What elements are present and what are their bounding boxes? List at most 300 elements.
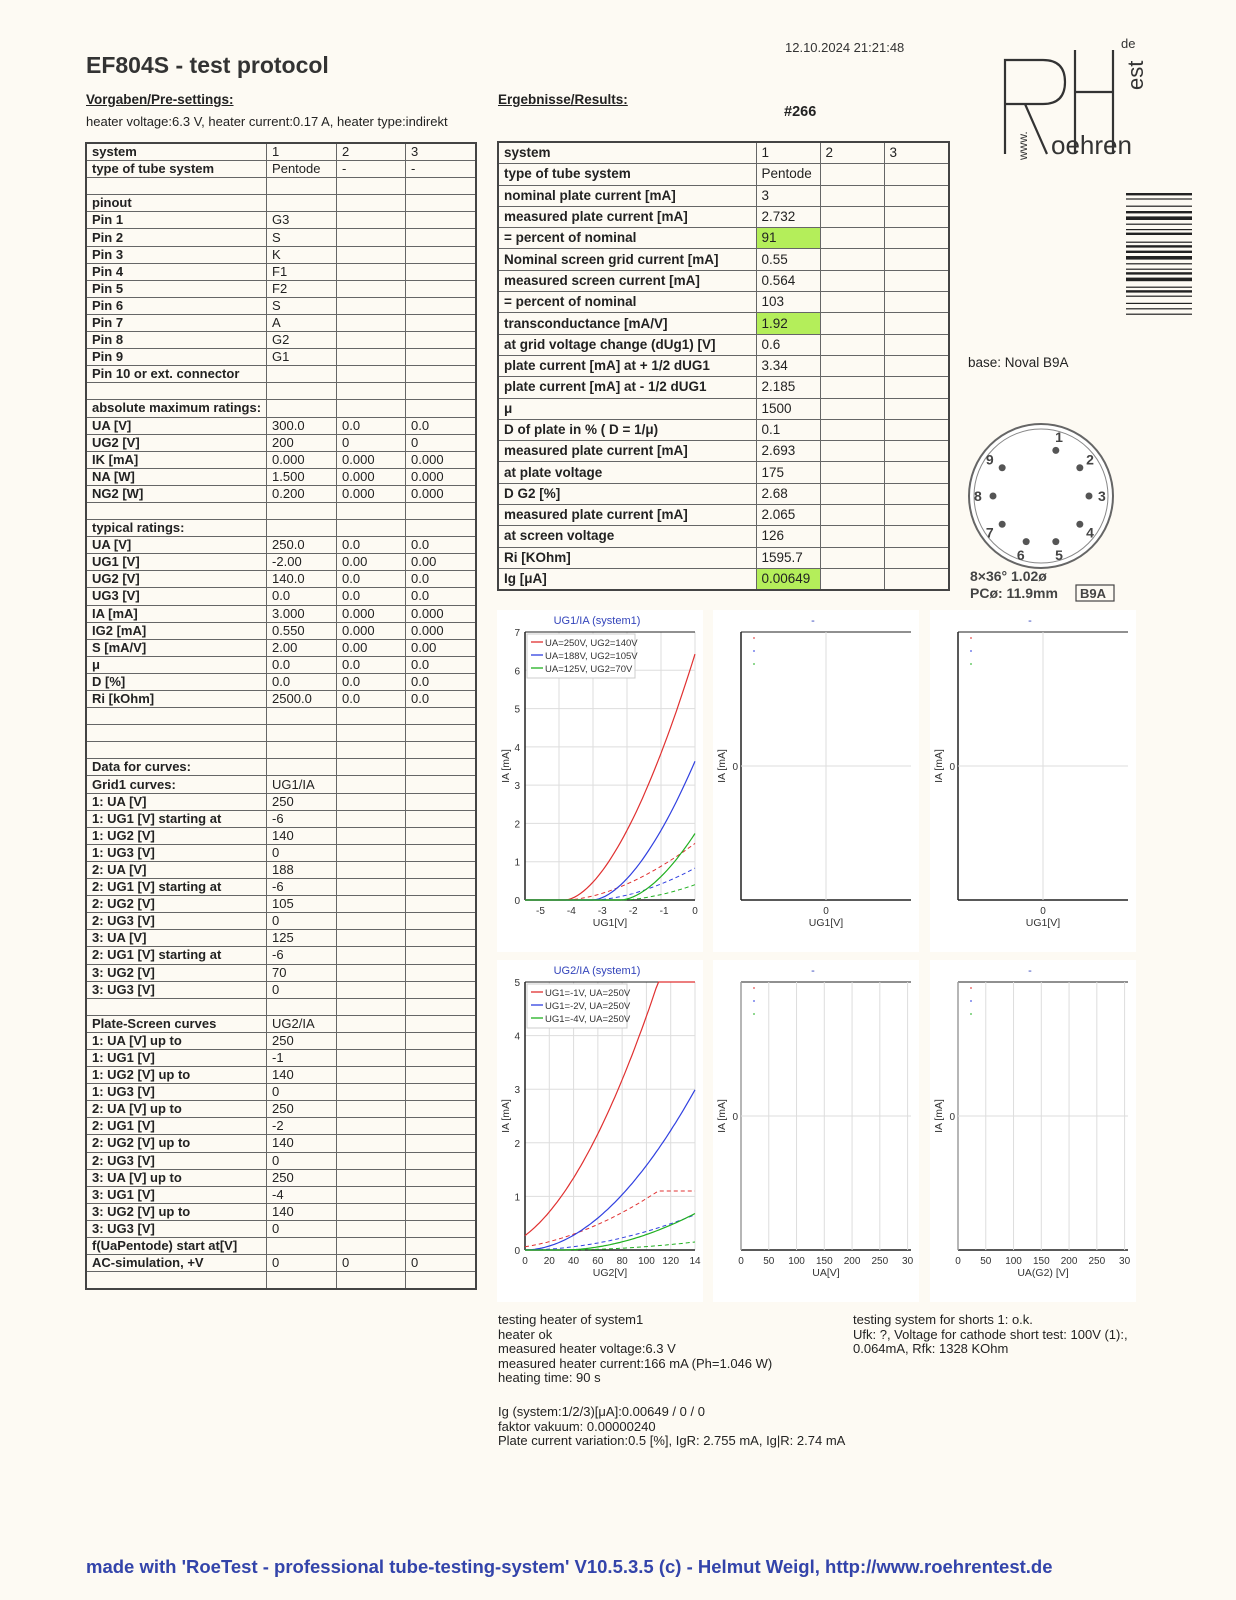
row-label [86,1272,267,1290]
cell-system-2 [337,1272,406,1290]
cell-system-1 [267,1238,337,1255]
row-label: Pin 1 [86,212,267,229]
table-row [86,383,476,400]
table-row [86,1118,476,1135]
cell-system-2 [820,398,884,419]
table-row [498,355,949,376]
cell-system-1: Pentode [267,161,337,178]
cell-system-2 [337,332,406,349]
cell-system-3 [406,930,476,947]
table-row [86,246,476,263]
row-label: 3: UG2 [V] [86,964,267,981]
row-label: AC-simulation, +V [86,1255,267,1272]
table-row [86,451,476,468]
y-axis-label: IA [mA] [716,1099,728,1133]
pre-settings-heading: Vorgaben/Pre-settings: [86,92,234,107]
cell-system-2 [337,263,406,280]
table-row [498,334,949,355]
table-row [86,314,476,331]
barcode-bar [1126,269,1192,270]
x-tick-label: 0 [738,1256,744,1267]
pin-number: 4 [1086,524,1094,541]
cell-system-2 [337,1015,406,1032]
table-row [86,485,476,502]
cell-system-2 [337,246,406,263]
x-tick-label: 0 [823,906,829,917]
barcode-bar [1126,216,1192,220]
roehrentest-logo [1003,30,1153,165]
cell-system-2: 0.00 [337,639,406,656]
table-row [86,554,476,571]
cell-system-1: 0.0 [267,588,337,605]
cell-system-2 [820,185,884,206]
cell-system-2: 0.00 [337,554,406,571]
cell-system-3 [406,178,476,195]
table-row [86,537,476,554]
cell-system-2 [337,178,406,195]
row-label: UA [V] [86,417,267,434]
cell-system-2 [337,879,406,896]
table-row [86,605,476,622]
y-axis-label: IA [mA] [500,1099,512,1133]
note-line: Ufk: ?, Voltage for cathode short test: 100V (1):, [853,1326,1128,1342]
cell-system-1: -2 [267,1118,337,1135]
x-tick-label: 30 [902,1256,914,1267]
x-tick-label: 0 [955,1256,961,1267]
cell-system-2 [337,212,406,229]
cell-system-3 [884,398,949,419]
cell-system-1: 105 [267,896,337,913]
note-line: 0.064mA, Rfk: 1328 KOhm [853,1341,1009,1356]
table-row [86,913,476,930]
cell-system-1: S [267,297,337,314]
barcode-bar [1126,256,1192,260]
cell-system-1: 3 [756,185,820,206]
table-row [86,349,476,366]
y-tick-label: 7 [514,628,520,639]
x-tick-label: -2 [628,906,638,917]
legend-label: UA=250V, UG2=140V [545,638,638,649]
cell-system-1 [267,1272,337,1290]
cell-system-1: 250 [267,793,337,810]
cell-system-3: 0.000 [406,451,476,468]
row-label: = percent of nominal [498,292,756,313]
cell-system-3 [406,998,476,1015]
cell-system-3 [884,505,949,526]
cell-system-2 [337,964,406,981]
cell-system-2 [337,947,406,964]
cell-system-3: 0.000 [406,622,476,639]
table-row [86,793,476,810]
barcode-bar [1126,263,1192,264]
row-label: 1: UA [V] [86,793,267,810]
cell-system-3 [406,1135,476,1152]
cell-system-2 [337,400,406,417]
cell-system-1 [267,366,337,383]
cell-system-3 [406,280,476,297]
table-row [86,708,476,725]
row-label: system [86,143,267,161]
row-label [86,998,267,1015]
row-label: Pin 5 [86,280,267,297]
cell-system-2 [820,292,884,313]
y-tick-label: 0 [949,1112,955,1123]
pinout-diagram [966,416,1126,616]
row-label: at grid voltage change (dUg1) [V] [498,334,756,355]
row-label: measured plate current [mA] [498,441,756,462]
table-row [86,1169,476,1186]
chart-ug1-ia-system3 [930,610,1136,952]
cell-system-3 [406,520,476,537]
cell-system-1: 0.564 [756,270,820,291]
row-label: Pin 10 or ext. connector [86,366,267,383]
row-label: 1: UG1 [V] [86,1049,267,1066]
cell-system-3 [884,377,949,398]
table-row [86,520,476,537]
cell-system-3 [406,1101,476,1118]
row-label [86,708,267,725]
cell-system-1: 200 [267,434,337,451]
table-row [86,263,476,280]
barcode-bar [1126,296,1192,297]
table-row [498,228,949,249]
cell-system-1: 140 [267,1067,337,1084]
cell-system-2 [337,1067,406,1084]
cell-system-1: 0.200 [267,485,337,502]
cell-system-3 [406,1203,476,1220]
cell-system-2 [820,419,884,440]
table-row [498,270,949,291]
cell-system-1 [267,400,337,417]
row-label: Pin 9 [86,349,267,366]
y-tick-label: 6 [514,666,520,678]
cell-system-3 [884,249,949,270]
cell-system-3 [406,810,476,827]
cell-system-3 [884,185,949,206]
cell-system-3 [406,1032,476,1049]
cell-system-1: 0.6 [756,334,820,355]
cell-system-3 [406,332,476,349]
row-label: Plate-Screen curves [86,1015,267,1032]
row-label: 1: UG2 [V] up to [86,1067,267,1084]
row-label: 2: UG3 [V] [86,1152,267,1169]
cell-system-2 [820,568,884,590]
row-label: measured screen current [mA] [498,270,756,291]
cell-system-2 [337,930,406,947]
chart-title: - [1028,615,1032,627]
row-label: 3: UA [V] up to [86,1169,267,1186]
x-tick-label: 0 [692,906,698,917]
y-tick-label: 1 [514,857,520,869]
cell-system-2: 0.0 [337,691,406,708]
chart-uag2-ia [930,960,1136,1302]
cell-system-3 [406,844,476,861]
row-label: Ig [μA] [498,568,756,590]
cell-system-2 [337,366,406,383]
heater-notes [498,1313,772,1386]
cell-system-3 [406,1084,476,1101]
cell-system-3 [406,1152,476,1169]
cell-system-2 [337,1169,406,1186]
chart-ug1-ia [497,610,703,952]
pinout-caption-line2: PCø: 11.9mm [970,585,1058,601]
cell-system-1: 0 [267,913,337,930]
cell-system-3 [884,419,949,440]
cell-system-2 [820,355,884,376]
serial-number: #266 [784,104,817,120]
table-row [86,656,476,673]
cell-system-1: F2 [267,280,337,297]
row-label: 3: UG3 [V] [86,1220,267,1237]
row-label: IK [mA] [86,451,267,468]
row-label: type of tube system [498,164,756,185]
cell-system-1: Pentode [756,164,820,185]
x-tick-label: 150 [1032,1256,1050,1267]
barcode-bar [1126,314,1192,315]
cell-system-3 [406,793,476,810]
x-axis-label: UG1[V] [808,917,844,929]
row-label: UA [V] [86,537,267,554]
table-row [86,776,476,793]
cell-system-2 [337,1084,406,1101]
note-line: measured heater voltage:6.3 V [498,1341,676,1356]
row-label: D of plate in % ( D = 1/μ) [498,419,756,440]
barcode-bar [1126,303,1192,304]
cell-system-2: - [337,161,406,178]
legend [527,634,638,678]
row-label: 1: UG3 [V] [86,1084,267,1101]
x-tick-label: 100 [788,1256,805,1267]
x-tick-label: 100 [638,1256,655,1267]
legend-label: UG1=-1V, UA=250V [545,988,631,999]
pin-hole [1086,493,1093,500]
cell-system-2 [337,195,406,212]
cell-system-3 [406,759,476,776]
table-row [86,1255,476,1272]
cell-system-3: 0.0 [406,673,476,690]
cell-system-2: 2 [337,143,406,161]
row-label: μ [498,398,756,419]
cell-system-1: 2500.0 [267,691,337,708]
cell-system-3 [884,355,949,376]
row-label: 1: UG2 [V] [86,827,267,844]
pin-hole [1052,538,1059,545]
row-label: Pin 7 [86,314,267,331]
cell-system-1 [267,998,337,1015]
cell-system-1 [267,178,337,195]
cell-system-1 [267,742,337,759]
cell-system-1: 0 [267,1220,337,1237]
table-row [86,622,476,639]
cell-system-3 [406,263,476,280]
cell-system-1: 0.0 [267,673,337,690]
cell-system-1: K [267,246,337,263]
x-tick-label: 150 [815,1256,833,1267]
table-row [86,195,476,212]
row-label: 3: UG3 [V] [86,981,267,998]
x-tick-label: 250 [1088,1256,1106,1267]
cell-system-2: 0.0 [337,537,406,554]
cell-system-1: 0 [267,981,337,998]
pin-hole [1023,538,1030,545]
row-label: 2: UG1 [V] [86,1118,267,1135]
table-row [86,400,476,417]
barcode-bar [1126,193,1192,195]
cell-system-1: 1.500 [267,468,337,485]
table-row [86,947,476,964]
chart-ug2-ia [497,960,703,1302]
y-tick-label: 2 [514,819,520,831]
cell-system-3 [406,725,476,742]
cell-system-3: 3 [406,143,476,161]
table-row [86,178,476,195]
row-label: Grid1 curves: [86,776,267,793]
table-row [498,206,949,227]
pin-number: 7 [985,524,994,541]
legend-label: UA=125V, UG2=70V [545,664,633,675]
chart-title: - [811,615,815,627]
cell-system-1: -4 [267,1186,337,1203]
pinout-caption-line1: 8×36° 1.02ø [970,568,1047,584]
cell-system-2 [337,861,406,878]
cell-system-3: 0.0 [406,588,476,605]
row-label: 3: UG2 [V] up to [86,1203,267,1220]
table-row [86,229,476,246]
legend-label: UA=188V, UG2=105V [545,651,638,662]
cell-system-3 [406,1238,476,1255]
cell-system-3 [884,568,949,590]
cell-system-3 [406,1220,476,1237]
cell-system-1: 140 [267,827,337,844]
row-label: Pin 4 [86,263,267,280]
cell-system-2: 0 [337,434,406,451]
table-row [498,483,949,504]
note-line: Ig (system:1/2/3)[μA]:0.00649 / 0 / 0 [498,1404,705,1419]
cell-system-1: 2.185 [756,377,820,398]
cell-system-3 [884,483,949,504]
y-axis-label: IA [mA] [500,749,512,783]
table-row [86,964,476,981]
cell-system-2 [820,505,884,526]
barcode-bar [1126,278,1192,282]
table-row [86,417,476,434]
cell-system-2 [337,776,406,793]
legend-label: UG1=-4V, UA=250V [545,1014,631,1025]
barcode-bar [1126,233,1192,235]
cell-system-1: 140 [267,1203,337,1220]
y-tick-label: 0 [949,762,955,773]
cell-system-1: G3 [267,212,337,229]
row-label: 2: UG3 [V] [86,913,267,930]
barcode-bar [1126,308,1192,309]
cell-system-2 [820,462,884,483]
cell-system-3 [406,776,476,793]
cell-system-3: 0.0 [406,691,476,708]
table-row [86,1272,476,1290]
cell-system-3 [406,366,476,383]
table-row [86,502,476,519]
row-label: NG2 [W] [86,485,267,502]
chart-title: UG2/IA (system1) [553,965,641,977]
table-row [86,212,476,229]
table-row [498,505,949,526]
row-label: f(UaPentode) start at[V] [86,1238,267,1255]
cell-system-3 [406,1015,476,1032]
table-row [86,332,476,349]
y-tick-label: 0 [514,896,520,907]
table-row [86,639,476,656]
y-axis-label: IA [mA] [716,749,728,783]
table-row [498,526,949,547]
pin-hole [1076,464,1083,471]
row-label: nominal plate current [mA] [498,185,756,206]
cell-system-2 [337,913,406,930]
row-label: D [%] [86,673,267,690]
cell-system-1: A [267,314,337,331]
cell-system-2: 0.000 [337,485,406,502]
pin-number: 1 [1055,429,1063,446]
y-tick-label: 4 [514,1031,520,1043]
cell-system-1: 0.1 [756,419,820,440]
cell-system-1: 126 [756,526,820,547]
logo-prefix: www. [1016,131,1030,160]
cell-system-2 [337,759,406,776]
cell-system-2 [337,998,406,1015]
table-row [86,1101,476,1118]
x-tick-label: 120 [662,1256,680,1267]
barcode-bar [1126,224,1192,225]
cell-system-3 [884,164,949,185]
cell-system-3: - [406,161,476,178]
cell-system-3 [406,1118,476,1135]
cell-system-1: 2.693 [756,441,820,462]
table-row [498,142,949,164]
cell-system-3 [406,195,476,212]
table-row [86,1186,476,1203]
table-row [498,441,949,462]
cell-system-3 [406,212,476,229]
row-label: Pin 8 [86,332,267,349]
row-label: = percent of nominal [498,228,756,249]
row-label: IA [mA] [86,605,267,622]
cell-system-1: 2.732 [756,206,820,227]
cell-system-3: 0 [406,434,476,451]
x-axis-label: UG1[V] [592,917,628,929]
row-label: measured plate current [mA] [498,206,756,227]
legend-label: UG1=-2V, UA=250V [545,1001,631,1012]
note-line: testing system for shorts 1: o.k. [853,1312,1033,1327]
cell-system-2: 0.0 [337,673,406,690]
note-line: faktor vakuum: 0.00000240 [498,1418,656,1434]
logo-word: est [1123,60,1148,90]
cell-system-2 [337,297,406,314]
pre-settings-text: heater voltage:6.3 V, heater current:0.17 A, heater type:indirekt [86,114,448,129]
cell-system-2: 0.000 [337,622,406,639]
cell-system-1: 300.0 [267,417,337,434]
cell-system-2 [820,334,884,355]
cell-system-1: 0.00649 [756,568,820,590]
cell-system-3 [406,246,476,263]
x-tick-label: -5 [536,906,545,917]
cell-system-2 [337,383,406,400]
cell-system-1: 250.0 [267,537,337,554]
row-label: transconductance [mA/V] [498,313,756,334]
table-row [498,398,949,419]
x-tick-label: 20 [543,1256,555,1267]
x-tick-label: -1 [659,906,669,917]
barcode-bar [1126,290,1192,292]
y-tick-label: 0 [732,1112,738,1123]
